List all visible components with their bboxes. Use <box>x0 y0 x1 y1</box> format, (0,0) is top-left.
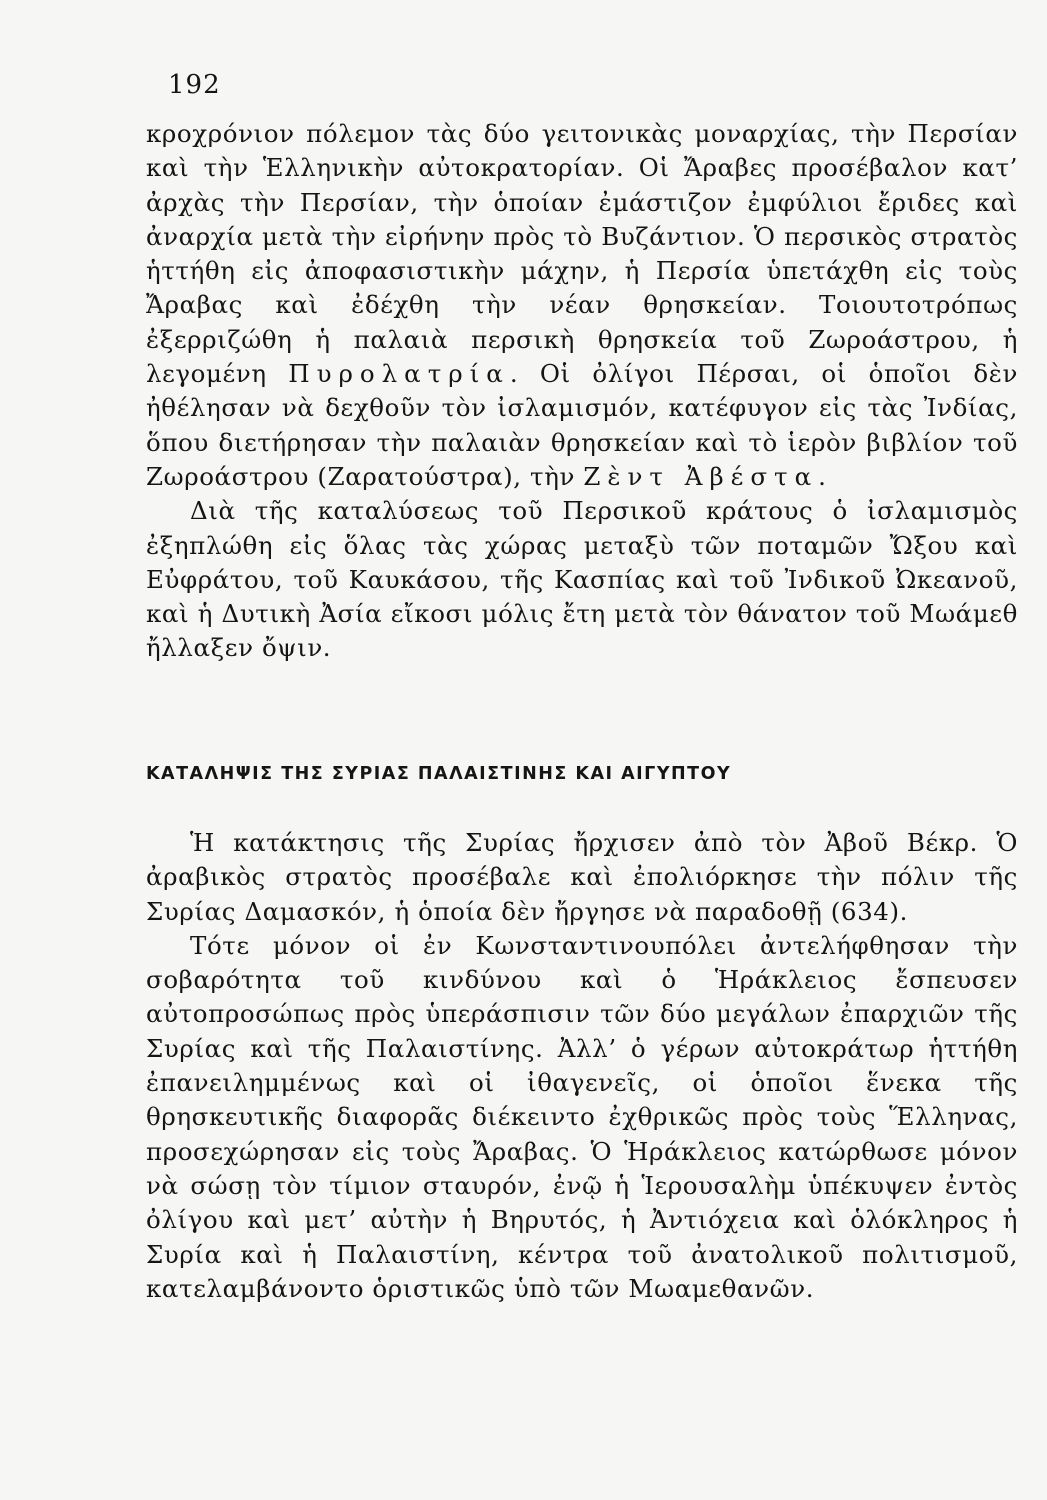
section-heading: ΚΑΤΑΛΗΨΙΣ ΤΗΣ ΣΥΡΙΑΣ ΠΑΛΑΙΣΤΙΝΗΣ ΚΑΙ ΑΙΓΥΠΤΟΥ <box>146 764 732 784</box>
paragraph-islam-spread: Διὰ τῆς καταλύσεως τοῦ Περσικοῦ κράτους ὁ ἰσλαμισμὸς ἐξηπλώθη εἰς ὅλας τὰς χώρας μεταξὺ τῶν ποταμῶν Ὤξου καὶ Εὐφράτου, τοῦ Καυκάσου, τῆς Κασπίας καὶ τοῦ Ἰνδικοῦ Ὠκεανοῦ, καὶ ἡ Δυτικὴ Ἀσία εἴκοσι μόλις ἔτη μετὰ τὸν θάνατον τοῦ Μωάμεθ ἤλλαξεν ὄψιν. <box>146 496 1018 663</box>
paragraph-text: κροχρόνιον πόλεμον τὰς δύο γειτονικὰς μοναρχίας, τὴν Περσίαν καὶ τὴν Ἑλληνικὴν αὐτοκρατορίαν. Οἱ Ἄραβες προσέβαλον κατ’ ἀρχὰς τὴν Περσίαν, τὴν ὁποίαν ἐμάστιζον ἐμφύλιοι ἔριδες καὶ ἀναρχία μετὰ τὴν εἰρήνην πρὸς τὸ Βυζάντιον. Ὁ περσικὸς στρατὸς ἡττήθη εἰς ἀποφασιστικὴν μάχην, ἡ Περσία ὑπετάχθη εἰς τοὺς Ἄραβας καὶ ἐδέχθη τὴν νέαν θρησκείαν. Τοιουτοτρόπως ἐξερριζώθη ἡ παλαιὰ περσικὴ θρησκεία τοῦ Ζωροάστρου, ἡ λεγομένη <box>146 119 1018 389</box>
section-syria-text <box>146 826 1018 1306</box>
paragraph-text: . <box>818 461 827 491</box>
paragraph-persia-conquest <box>146 117 1018 494</box>
paragraph-text: . Οἱ ὀλίγοι Πέρσαι, οἱ ὁποῖοι δὲν ἠθέλησαν νὰ δεχθοῦν τὸν ἰσλαμισμόν, κατέφυγον εἰς τὰς Ἰνδίας, ὅπου διετήρησαν τὴν παλαιὰν θρησκείαν καὶ τὸ ἱερὸν βιβλίον τοῦ Ζωροάστρου (Ζαρατούστρα), τὴν <box>146 359 1018 491</box>
paragraph-heraclius: Τότε μόνον οἱ ἐν Κωνσταντινουπόλει ἀντελήφθησαν τὴν σοβαρότητα τοῦ κινδύνου καὶ ὁ Ἡράκλειος ἔσπευσεν αὐτοπροσώπως πρὸς ὑπεράσπισιν τῶν δύο μεγάλων ἐπαρχιῶν τῆς Συρίας καὶ τῆς Παλαιστίνης. Ἀλλ’ ὁ γέρων αὐτοκράτωρ ἡττήθη ἐπανειλημμένως καὶ οἱ ἰθαγενεῖς, οἱ ὁποῖοι ἕνεκα τῆς θρησκευτικῆς διαφορᾶς διέκειντο ἐχθρικῶς πρὸς τοὺς Ἕλληνας, προσεχώρησαν εἰς τοὺς Ἄραβας. Ὁ Ἡράκλειος κατώρθωσε μόνον νὰ σώσῃ τὸν τίμιον σταυρόν, ἐνῷ ἡ Ἱερουσαλὴμ ὑπέκυψεν ἐντὸς ὀλίγου καὶ μετ’ αὐτὴν ἡ Βηρυτός, ἡ Ἀντιόχεια καὶ ὁλόκληρος ἡ Συρία καὶ ἡ Παλαιστίνη, κέντρα τοῦ ἀνατολικοῦ πολιτισμοῦ, κατελαμβάνοντο ὁριστικῶς ὑπὸ τῶν Μωαμεθανῶν. <box>146 930 1018 1303</box>
spaced-term-pyrolatria: Πυρολατρία <box>288 359 510 389</box>
spaced-term-zend-avesta: Ζὲντ Ἀβέστα <box>583 461 819 491</box>
paragraph-syria-conquest: Ἡ κατάκτησις τῆς Συρίας ἤρχισεν ἀπὸ τὸν Ἀβοῦ Βέκρ. Ὁ ἀραβικὸς στρατὸς προσέβαλε καὶ ἐπολιόρκησε τὴν πόλιν τῆς Συρίας Δαμασκόν, ἡ ὁποία δὲν ἤργησε νὰ παραδοθῇ (634). <box>146 828 1018 926</box>
page-number: 192 <box>168 70 221 100</box>
section-persia-text <box>146 117 1018 666</box>
